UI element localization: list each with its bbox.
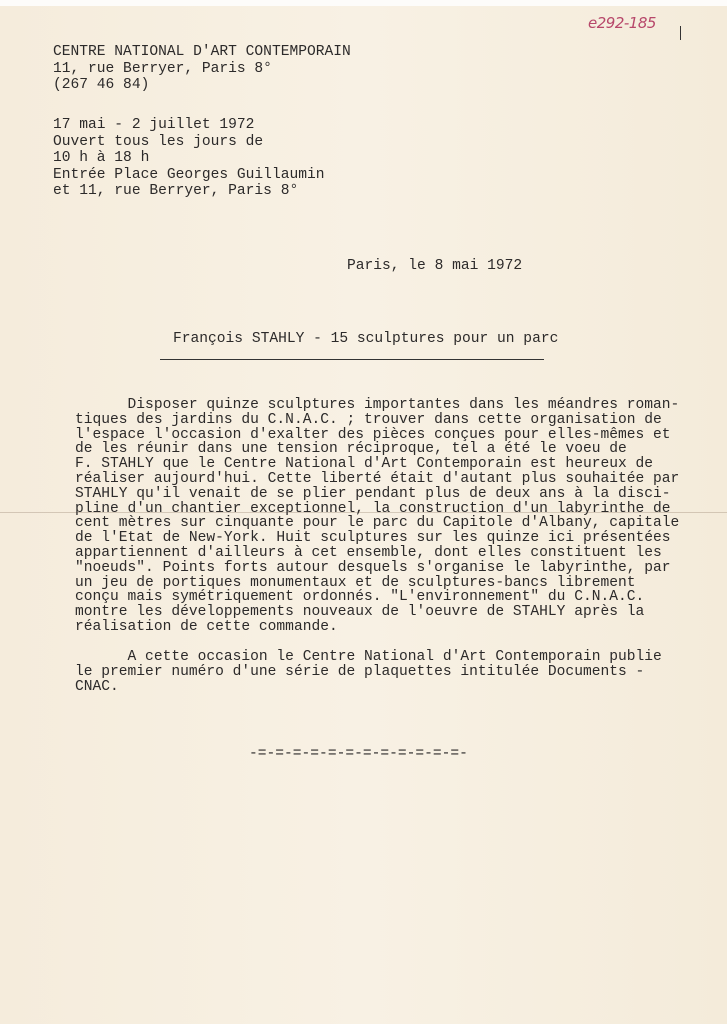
text-line: appartiennent d'ailleurs à cet ensemble, dont elles constituent les [75, 544, 662, 561]
text-line: conçu mais symétriquement ordonnés. "L'environnement" du C.N.A.C. [75, 589, 645, 606]
text-line: réaliser aujourd'hui. Cette liberté était d'autant plus souhaitée par [75, 470, 680, 487]
info-line: 10 h à 18 h [53, 150, 150, 166]
paragraph-2 [75, 650, 662, 694]
text-line: de l'Etat de New-York. Huit sculptures sur les quinze ici présentées [75, 530, 671, 547]
letterhead-line: 11, rue Berryer, Paris 8° [53, 60, 272, 77]
margin-mark [680, 26, 681, 40]
date-line [347, 258, 522, 275]
info-line: Entrée Place Georges Guillaumin [53, 166, 325, 183]
title-text: François STAHLY - 15 sculptures pour un parc [173, 331, 559, 347]
text-line: de les réunir dans une tension réciproque, tel a été le voeu de [75, 441, 627, 458]
text-line: cent mètres sur cinquante pour le parc du Capitole d'Albany, capitale [75, 515, 680, 532]
letterhead-line: (267 46 84) [53, 77, 150, 93]
text-line: pline d'un chantier exceptionnel, la construction d'un labyrinthe de [75, 500, 671, 517]
exhibition-info [53, 117, 325, 200]
text-line: l'espace l'occasion d'exalter des pièces conçues pour elles-mêmes et [75, 426, 671, 443]
text-line: CNAC. [75, 678, 119, 695]
text-line: F. STAHLY que le Centre National d'Art Contemporain est heureux de [75, 456, 654, 473]
closing-rule [249, 746, 468, 763]
text-line: Disposer quinze sculptures importantes dans les méandres roman- [75, 397, 680, 413]
text-line: tiques des jardins du C.N.A.C. ; trouver dans cette organisation de [75, 411, 662, 428]
text-line: montre les développements nouveaux de l'oeuvre de STAHLY après la [75, 604, 645, 621]
letterhead [53, 44, 351, 94]
archive-reference: e292-185 [588, 14, 656, 32]
info-line: Ouvert tous les jours de [53, 133, 264, 150]
info-line: et 11, rue Berryer, Paris 8° [53, 183, 299, 199]
date-text: Paris, le 8 mai 1972 [347, 258, 523, 274]
document-title [173, 331, 558, 348]
closing-rule-text: -=-=-=-=-=-=-=-=-=-=-=-=- [249, 746, 468, 762]
text-line: le premier numéro d'une série de plaquettes intitulée Documents - [75, 663, 645, 680]
letterhead-line: CENTRE NATIONAL D'ART CONTEMPORAIN [53, 44, 351, 60]
info-line: 17 mai - 2 juillet 1972 [53, 117, 255, 133]
paragraph-1 [75, 398, 679, 635]
text-line: A cette occasion le Centre National d'Art Contemporain publie [75, 649, 662, 665]
text-line: réalisation de cette commande. [75, 618, 338, 635]
text-line: STAHLY qu'il venait de se plier pendant plus de deux ans à la disci- [75, 485, 671, 502]
text-line: "noeuds". Points forts autour desquels s'organise le labyrinthe, par [75, 559, 671, 576]
title-underline [160, 359, 544, 360]
text-line: un jeu de portiques monumentaux et de sculptures-bancs librement [75, 574, 636, 591]
